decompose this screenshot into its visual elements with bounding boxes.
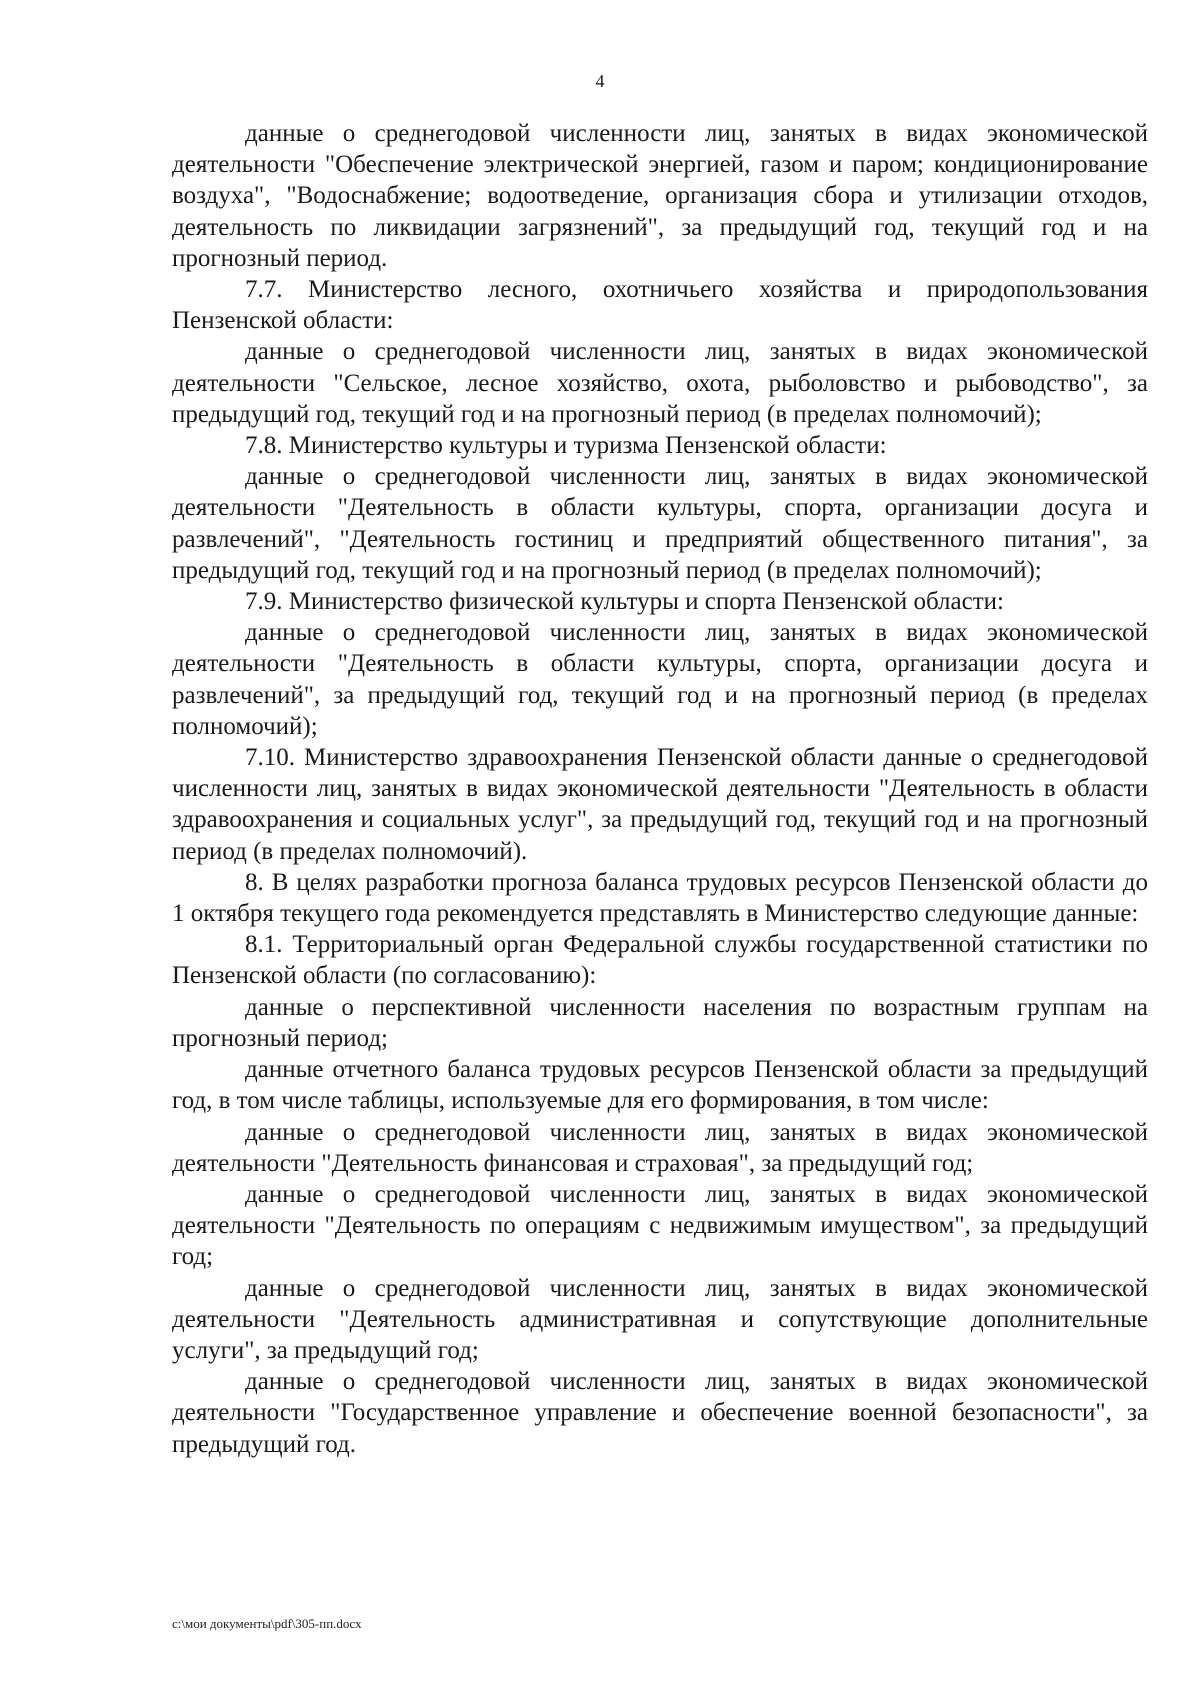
paragraph: данные о среднегодовой численности лиц, занятых в видах экономической деятельности "Обеспечение электрической энергией, газом и паром; кондиционирование воздуха", "Водоснабжение; водоотведение, организация сбора и утилизации отходов, деятельность по ликвидации загрязнений", за предыдущий год, текущий год и на прогнозный период. — [172, 120, 1148, 272]
paragraph: 8. В целях разработки прогноза баланса трудовых ресурсов Пензенской области до 1 октября текущего года рекомендуется представлять в Министерство следующие данные: — [172, 868, 1148, 928]
paragraph: данные о среднегодовой численности лиц, занятых в видах экономической деятельности "Государственное управление и обеспечение военной безопасности", за предыдущий год. — [172, 1368, 1148, 1458]
document-body — [172, 118, 1148, 1460]
paragraph: данные отчетного баланса трудовых ресурсов Пензенской области за предыдущий год, в том числе таблицы, используемые для его формирования, в том числе: — [172, 1056, 1148, 1115]
paragraph: данные о среднегодовой численности лиц, занятых в видах экономической деятельности "Деятельность по операциям с недвижимым имуществом", за предыдущий год; — [172, 1180, 1148, 1271]
paragraph: данные о среднегодовой численности лиц, занятых в видах экономической деятельности "Сельское, лесное хозяйство, охота, рыболовство и рыбоводство", за предыдущий год, текущий год и на прогнозный период (в пределах полномочий); — [172, 338, 1148, 428]
page-number: 4 — [595, 71, 605, 91]
paragraph: 8.1. Территориальный орган Федеральной службы государственной статистики по Пензенской области (по согласованию): — [172, 931, 1148, 990]
paragraph: данные о среднегодовой численности лиц, занятых в видах экономической деятельности "Деятельность административная и сопутствующие дополнительные услуги", за предыдущий год; — [172, 1274, 1148, 1364]
paragraph: данные о среднегодовой численности лиц, занятых в видах экономической деятельности "Деятельность в области культуры, спорта, организации досуга и развлечений", за предыдущий год, текущий год и на прогнозный период (в пределах полномочий); — [172, 619, 1148, 740]
paragraph: 7.7. Министерство лесного, охотничьего хозяйства и природопользования Пензенской области: — [172, 276, 1148, 335]
paragraph: 7.8. Министерство культуры и туризма Пензенской области: — [245, 432, 887, 460]
paragraph: данные о среднегодовой численности лиц, занятых в видах экономической деятельности "Деятельность финансовая и страховая", за предыдущий год; — [172, 1118, 1148, 1177]
paragraph: данные о перспективной численности населения по возрастным группам на прогнозный период; — [172, 993, 1148, 1052]
paragraph: 7.9. Министерство физической культуры и спорта Пензенской области: — [245, 588, 1004, 616]
footer-file-path: c:\мои документы\pdf\305-пп.docx — [172, 1616, 362, 1631]
paragraph: 7.10. Министерство здравоохранения Пензенской области данные о среднегодовой численности лиц, занятых в видах экономической деятельности "Деятельность в области здравоохранения и социальных услуг", за предыдущий год, текущий год и на прогнозный период (в пределах полномочий). — [172, 744, 1148, 865]
paragraph: данные о среднегодовой численности лиц, занятых в видах экономической деятельности "Деятельность в области культуры, спорта, организации досуга и развлечений", "Деятельность гостиниц и предприятий общественного питания", за предыдущий год, текущий год и на прогнозный период (в пределах полномочий); — [172, 463, 1148, 584]
